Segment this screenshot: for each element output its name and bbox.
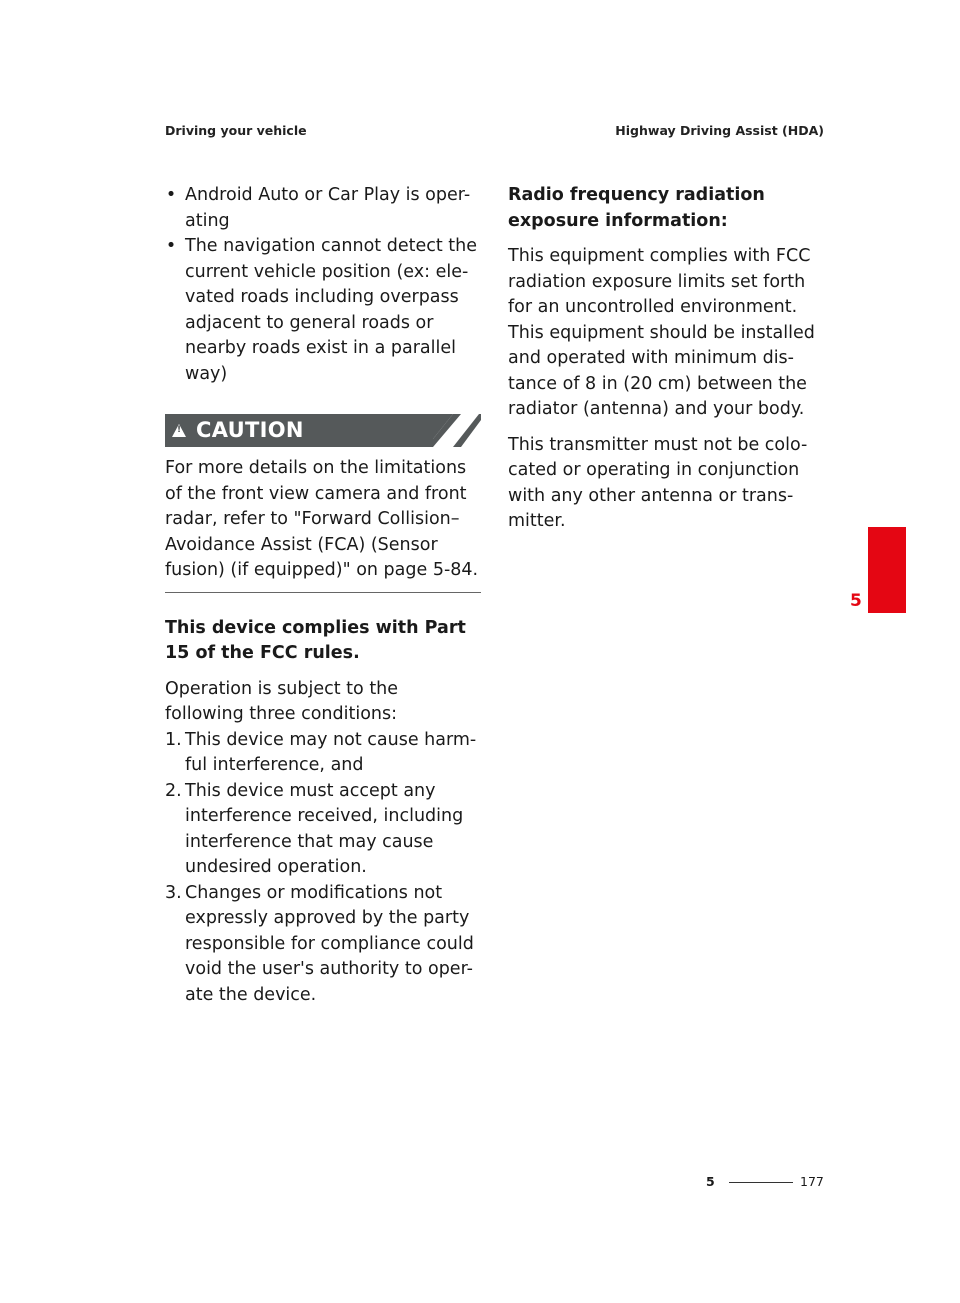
bullet-text: Android Auto or Car Play is oper-ating — [185, 185, 471, 231]
caution-banner — [165, 414, 481, 447]
condition-number: 2. — [165, 780, 182, 801]
divider — [165, 592, 481, 593]
caution-body: For more details on the limitations of the front view camera and front radar, refer to "Forward Collision–Avoidance Assist (FCA) (Sensor fusion) (if equipped)" on page 5-84. — [165, 458, 479, 580]
fcc-intro: Operation is subject to the following three conditions: — [165, 678, 399, 724]
rf-exposure-paragraph: This equipment complies with FCC radiation exposure limits set forth for an uncontrolled environment. This equipment should be installed and operated with minimum dis-tance of 8 in (20 cm) between the radiator (antenna) and your body. — [508, 246, 815, 419]
left-column — [165, 183, 481, 1008]
fcc-heading: This device complies with Part 15 of the FCC rules. — [165, 617, 466, 663]
list-item — [165, 728, 481, 779]
condition-number: 1. — [165, 729, 182, 750]
right-column — [508, 183, 828, 535]
footer-page-number: 177 — [800, 1174, 824, 1189]
chapter-tab — [868, 527, 906, 613]
bullet-dot-icon: • — [165, 236, 177, 256]
bullet-list — [165, 183, 481, 387]
chapter-tab-number: 5 — [850, 591, 862, 611]
running-header-section: Highway Driving Assist (HDA) — [615, 123, 824, 138]
running-header-chapter: Driving your vehicle — [165, 123, 307, 138]
list-item — [165, 881, 481, 1009]
footer-section-number: 5 — [706, 1174, 715, 1189]
footer-divider — [729, 1182, 793, 1183]
condition-text: Changes or modifications not expressly approved by the party responsible for compliance could void the user's authority to oper-ate the device. — [185, 882, 474, 1005]
bullet-dot-icon: • — [165, 185, 177, 205]
condition-text: This device must accept any interference received, including interference that may cause undesired operation. — [185, 780, 464, 877]
list-item — [165, 234, 481, 387]
condition-number: 3. — [165, 882, 182, 903]
colocation-paragraph: This transmitter must not be colo-cated or operating in conjunction with any other antenna or trans-mitter. — [508, 434, 808, 531]
caution-stripes-icon — [433, 414, 481, 447]
bullet-text: The navigation cannot detect the current vehicle position (ex: ele-vated roads including overpass adjacent to general roads or nearby roads exist in a parallel way) — [185, 236, 477, 384]
warning-triangle-icon — [172, 424, 186, 437]
rf-exposure-heading: Radio frequency radiation exposure information: — [508, 185, 765, 231]
list-item — [165, 779, 481, 881]
condition-text: This device may not cause harm-ful interference, and — [185, 729, 477, 775]
conditions-list — [165, 728, 481, 1009]
caution-title: CAUTION — [196, 417, 304, 442]
list-item — [165, 183, 481, 234]
